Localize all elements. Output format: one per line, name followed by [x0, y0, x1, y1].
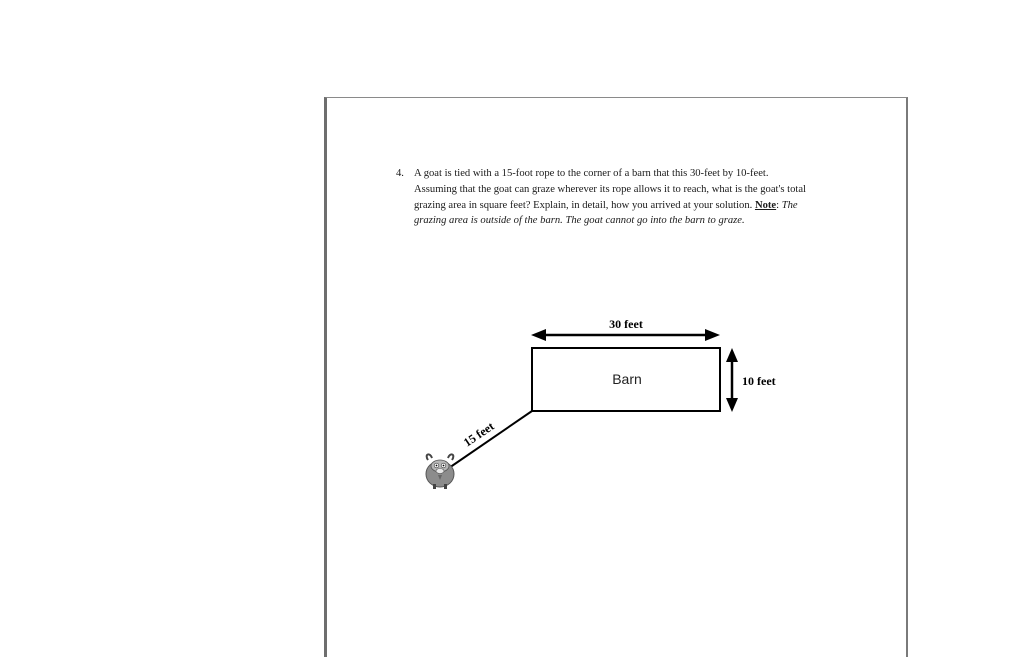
- problem-line-3: grazing area in square feet? Explain, in detail, how you arrived at your solution. Note: The: [414, 199, 798, 211]
- height-arrow: [726, 348, 738, 412]
- problem-line-1: A goat is tied with a 15-foot rope to the corner of a barn that this 30-feet by 10-feet.: [414, 168, 769, 179]
- problem-line-3-text: grazing area in square feet? Explain, in detail, how you arrived at your solution.: [414, 199, 753, 211]
- note-label: Note: [754, 199, 777, 211]
- barn-label: Barn: [612, 371, 642, 387]
- rope-label: 15 feet: [460, 419, 497, 450]
- problem-line-4: grazing area is outside of the barn. The goat cannot go into the barn to graze.: [414, 215, 745, 227]
- width-label: 30 feet: [609, 317, 643, 331]
- goat-icon: [426, 454, 454, 489]
- height-label: 10 feet: [742, 374, 776, 388]
- problem-line-2: Assuming that the goat can graze wherever its rope allows it to reach, what is the goat's total: [414, 183, 806, 195]
- note-text-start: The: [781, 199, 798, 211]
- problem-number: 4.: [396, 168, 404, 179]
